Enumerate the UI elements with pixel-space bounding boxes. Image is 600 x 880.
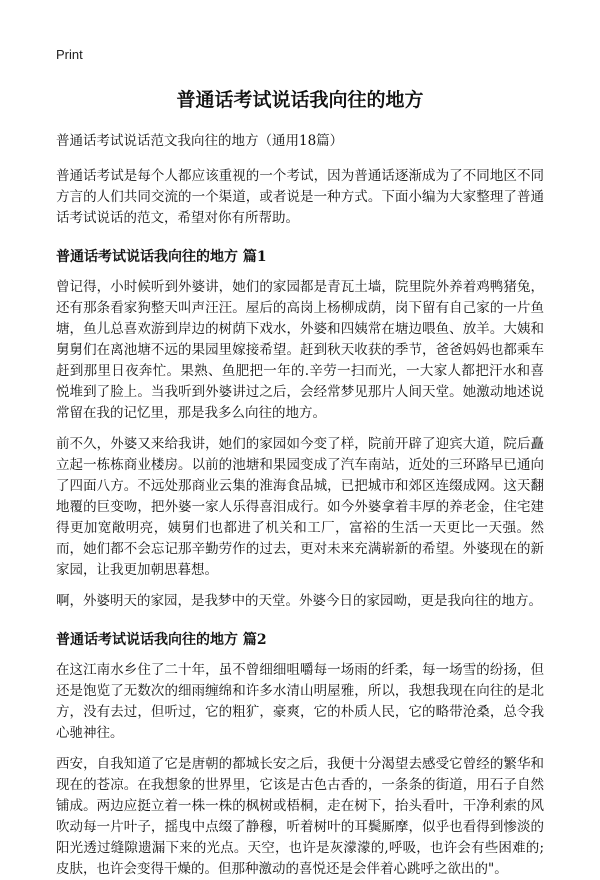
print-link[interactable]: Print (56, 47, 83, 62)
page-title: 普通话考试说话我向往的地方 (176, 89, 424, 111)
section-heading-2: 普通话考试说话我向往的地方 篇2 (56, 632, 267, 648)
section-heading-1: 普通话考试说话我向往的地方 篇1 (56, 249, 267, 265)
section-1-paragraph-1: 曾记得，小时候听到外婆讲，她们的家园都是青瓦土墙，院里院外养着鸡鸭猪兔，还有那条看家狗整天叫声汪汪。屋后的高岗上杨柳成荫，岗下留有自己家的一片鱼塘，鱼儿总喜欢游到岸边的树荫下戏水，外婆和四姨常在塘边喂鱼、放羊。大姨和舅舅们在离池塘不远的果园里嫁接希望。赶到秋天收获的季节，爸爸妈妈也都乘车赶到那里日夜奔忙。果熟、鱼肥把一年的.辛劳一扫而光，一大家人都把汗水和喜悦堆到了脸上。当我听到外婆讲过之后，会经常梦见那片人间天堂。她激动地述说常留在我的记忆里，那是我多么向往的地方。 (56, 279, 544, 421)
document-subtitle: 普通话考试说话范文我向往的地方（通用18篇） (56, 133, 344, 149)
intro-paragraph: 普通话考试是每个人都应该重视的一个考试，因为普通话逐渐成为了不同地区不同方言的人们共同交流的一个渠道，或者说是一种方式。下面小编为大家整理了普通话考试说话的范文，希望对你有所帮助。 (56, 168, 544, 226)
section-1-paragraph-2: 前不久，外婆又来给我讲，她们的家园如今变了样，院前开辟了迎宾大道，院后矗立起一栋栋商业楼房。以前的池塘和果园变成了汽车南站，近处的三环路早已通向了四面八方。不远处那商业云集的淮海食品城，已把城市和郊区连缀成网。这天翻地覆的巨变吻，把外婆一家人乐得喜泪成行。如今外婆拿着丰厚的养老金，住宅建得更加宽敞明亮，姨舅们也都进了机关和工厂，富裕的生活一天更比一天强。然而，她们都不会忘记那辛勤劳作的过去，更对未来充满崭新的希望。外婆现在的新家园，让我更加朝思暮想。 (56, 436, 544, 578)
section-2-paragraph-2: 西安，自我知道了它是唐朝的都城长安之后，我便十分渴望去感受它曾经的繁华和现在的苍凉。在我想象的世界里，它该是古色古香的，一条条的街道，用石子自然铺成。两边应挺立着一株一株的枫树或梧桐，走在树下，抬头看叶，干净利索的风吹动每一片叶子，摇曳中点缀了静穆，听着树叶的耳鬓厮摩，似乎也看得到惨淡的阳光透过缝隙遗漏下来的光点。天空，也许是灰濛濛的,呼吸，也许会有些困难的;皮肤，也许会变得干燥的。但那种激动的喜悦还是会伴着心跳呼之欲出的"。 (56, 756, 544, 877)
section-2-paragraph-1: 在这江南水乡住了二十年，虽不曾细细咀嚼每一场雨的纤柔，每一场雪的纷扬，但还是饱览了无数次的细雨缠绵和许多水清山明屋雅，所以，我想我现在向往的是北方，没有去过，但听过，它的粗犷，豪爽，它的朴质人民，它的略带沧桑，总令我心驰神往。 (56, 662, 544, 741)
section-1-paragraph-3: 啊，外婆明天的家园，是我梦中的天堂。外婆今日的家园呦，更是我向往的地方。 (56, 593, 542, 609)
